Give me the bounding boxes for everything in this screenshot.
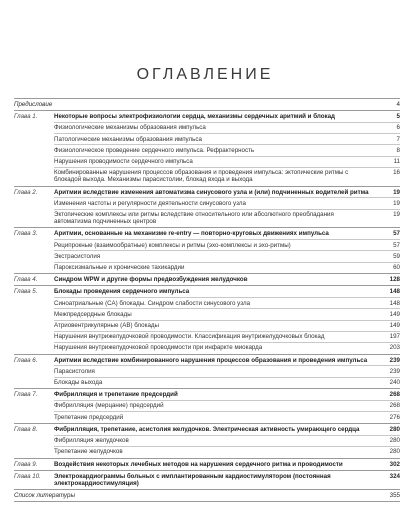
toc-section-page: 7 [396,135,400,143]
toc-chapter-label: Глава 6. [14,356,38,364]
toc-section-title: Трепетание предсердий [54,413,124,421]
toc-preface-row [14,98,400,108]
toc-chapter-page: 5 [396,113,400,121]
toc-section-title: Нарушения внутрижелудочковой проводимости при инфаркте миокарда [54,344,263,352]
toc-chapter-row [14,110,400,120]
toc-section-page: 148 [389,299,400,307]
toc-section-title: Фибрилляция (мерцание) предсердий [54,402,164,410]
toc-chapter-title: Аритмии, основанные на механизме re-entry — повторно-круговых движениях импульса [54,230,329,238]
toc-chapter-page: 128 [389,276,400,284]
toc-chapter-row [14,285,400,295]
toc-section-row [54,400,400,410]
toc-section-page: 276 [389,413,400,421]
toc-section-title: Комбинированные нарушения процессов образования и проведения импульса: эктопические ритмы с блокадой выхода. Механизмы парасистолии, блокад входа и выхода [54,169,349,184]
toc-section-page: 203 [389,344,400,352]
toc-chapter-page: 239 [389,356,400,364]
toc-section-title: Физиологическое проведение сердечного импульса. Рефрактерность [54,146,255,154]
toc-chapter-label: Глава 2. [14,188,38,196]
toc-chapter-label: Глава 3. [14,230,38,238]
toc-chapter-label: Глава 1. [14,113,38,121]
toc-section-row [54,144,400,154]
toc-section-row [54,435,400,445]
page-title: ОГЛАВЛЕНИЕ [136,66,274,83]
toc-section-title: Фибрилляция желудочков [54,437,129,445]
toc-chapter-title: Фибрилляция и трепетание предсердий [54,391,178,399]
toc-chapter-title: Фибрилляция, трепетание, асистолия желудочков. Электрическая активность умирающего сердца [54,425,360,433]
toc-section-title: Нарушения проводимости сердечного импульса [54,158,193,166]
toc-section-page: 197 [389,333,400,341]
toc-section-row [54,250,400,260]
toc-section-row [54,156,400,166]
toc-section-row [54,133,400,143]
toc-section-title: Патологические механизмы образования импульса [54,135,202,143]
toc-section-title: Эктопические комплексы или ритмы вследствие относительного или абсолютного преобладания автоматизма подчиненных центров [54,211,334,226]
toc-section-page: 149 [389,310,400,318]
toc-section-row [54,331,400,341]
toc-section-row [54,446,400,456]
toc-chapter-row [14,354,400,364]
toc-section-page: 6 [396,124,400,132]
toc-literature-label: Список литературы [14,492,76,500]
toc-section-title: Парасистолия [54,367,95,375]
table-of-contents [14,98,400,502]
toc-chapter-row [14,186,400,196]
toc-section-page: 239 [389,367,400,375]
toc-preface-page: 4 [396,101,400,108]
toc-chapter-page: 280 [389,425,400,433]
toc-section-page: 280 [389,448,400,456]
toc-chapter-label: Глава 7. [14,391,38,399]
toc-section-row [54,167,400,184]
toc-section-title: Атриовентрикулярные (АВ) блокады [54,322,159,330]
toc-section-row [54,308,400,318]
toc-section-row [54,239,400,249]
toc-section-title: Нарушения внутрижелудочковой проводимости. Классификация внутрижелудочковых блокад [54,333,325,341]
toc-chapter-page: 324 [389,472,400,480]
toc-chapter-label: Глава 10. [14,472,41,480]
toc-section-page: 149 [389,322,400,330]
toc-section-row [54,262,400,272]
toc-chapter-page: 148 [389,288,400,296]
toc-section-page: 280 [389,437,400,445]
toc-section-page: 60 [393,264,400,272]
toc-section-title: Экстрасистолия [54,252,101,260]
toc-section-title: Межпредсердные блокады [54,310,132,318]
toc-chapter-row [14,388,400,398]
toc-section-page: 19 [393,211,400,219]
toc-chapter-row [14,273,400,283]
toc-chapter-label: Глава 9. [14,460,38,468]
toc-section-row [54,209,400,226]
toc-section-title: Блокады выхода [54,379,103,387]
toc-section-row [54,365,400,375]
toc-section-row [54,320,400,330]
toc-chapter-label: Глава 4. [14,276,38,284]
toc-chapter-title: Аритмии вследствие комбинированного нарушения процессов образования и проведения импульса [54,356,368,364]
toc-section-page: 19 [393,199,400,207]
toc-section-row [54,342,400,352]
toc-section-row [54,377,400,387]
toc-chapter-page: 268 [389,391,400,399]
toc-chapter-row [14,423,400,433]
toc-section-title: Изменения частоты и регулярности деятельности синусового узла [54,199,246,207]
toc-chapter-page: 57 [393,230,400,238]
toc-chapter-title: Блокады проведения сердечного импульса [54,288,190,296]
toc-literature-page: 355 [389,492,400,500]
toc-section-page: 59 [393,252,400,260]
toc-section-row [54,197,400,207]
toc-section-page: 57 [393,241,400,249]
toc-chapter-page: 302 [389,460,400,468]
toc-section-title: Трепетание желудочков [54,448,123,456]
toc-chapter-label: Глава 5. [14,288,38,296]
toc-section-row [54,122,400,132]
toc-section-title: Синоатриальные (СА) блокады. Синдром слабости синусового узла [54,299,251,307]
toc-chapter-title: Некоторые вопросы электрофизиологии сердца, механизмы сердечных аритмий и блокад [54,113,335,121]
toc-chapter-label: Глава 8. [14,425,38,433]
toc-chapter-title: Электрокардиограммы больных с имплантированным кардиостимулятором (постоянная электрокардиостимуляция) [54,472,331,487]
toc-chapter-row [14,470,400,487]
toc-section-row [54,411,400,421]
toc-chapter-title: Воздействия некоторых лечебных методов на нарушения сердечного ритма и проводимости [54,460,343,468]
toc-section-page: 16 [393,169,400,177]
toc-section-page: 268 [389,402,400,410]
toc-section-title: Физиологические механизмы образования импульса [54,124,206,132]
toc-literature-row [14,489,400,502]
toc-chapter-title: Аритмии вследствие изменения автоматизма синусового узла и (или) подчиненных водителей ритма [54,188,369,196]
toc-section-page: 11 [393,158,400,166]
toc-section-page: 8 [396,146,400,154]
toc-chapter-row [14,458,400,468]
toc-preface-label: Предисловие [14,101,53,108]
toc-chapter-title: Синдром WPW и другие формы предвозбуждения желудочков [54,276,248,284]
toc-section-page: 240 [389,379,400,387]
toc-section-title: Реципрокные (взаимообратные) комплексы и ритмы (эхо-комплексы и эхо-ритмы) [54,241,291,249]
toc-section-title: Пароксизмальные и хронические тахикардии [54,264,185,272]
toc-chapter-row [14,227,400,237]
toc-chapter-page: 19 [393,188,400,196]
toc-section-row [54,297,400,307]
